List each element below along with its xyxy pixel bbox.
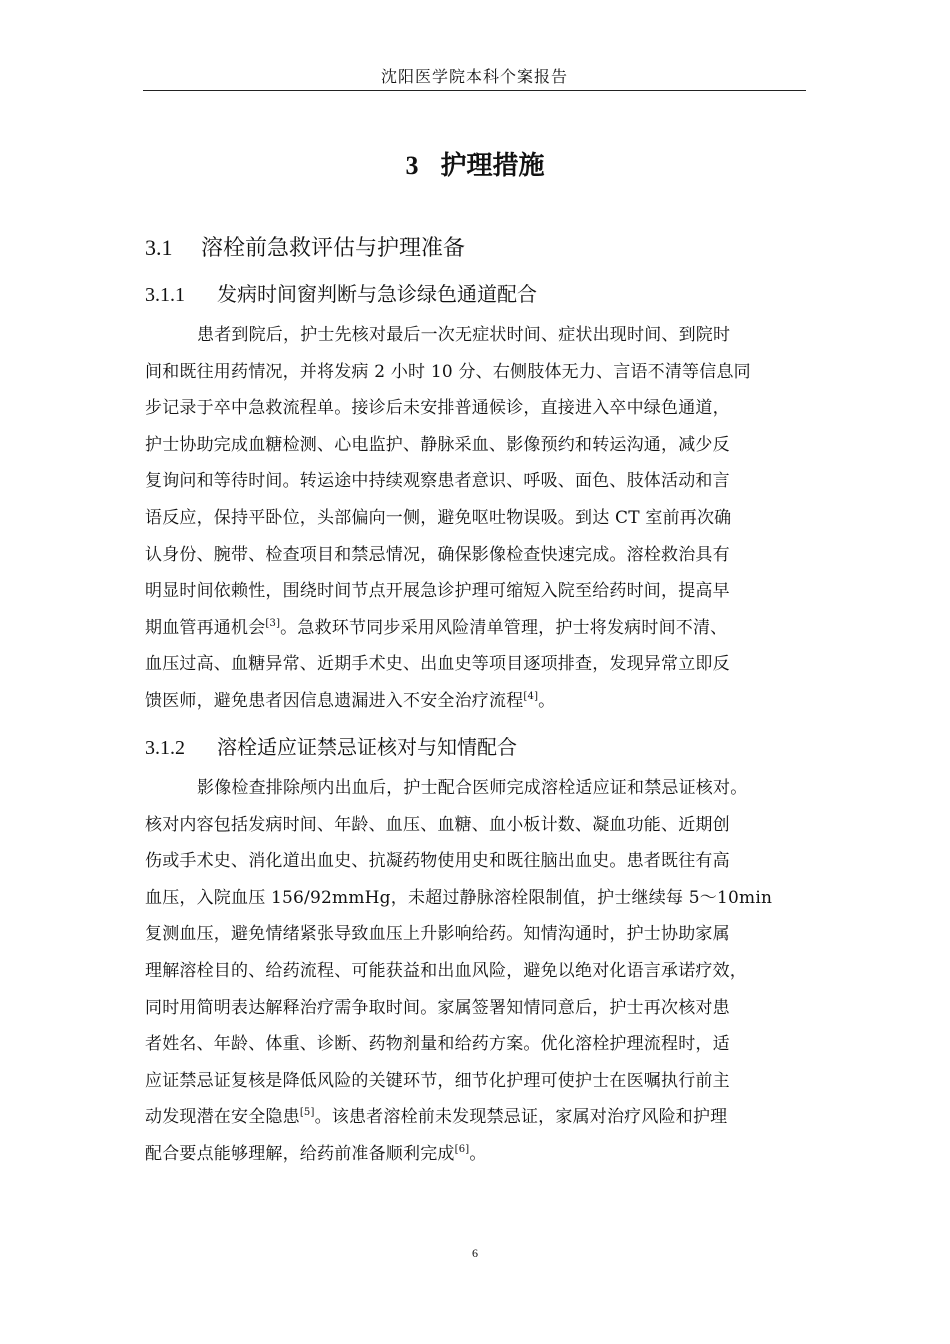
text-line (145, 683, 810, 720)
text-fragment: 期血管再通机会 (145, 617, 266, 638)
text-line: 患者到院后，护士先核对最后一次无症状时间、症状出现时间、到院时 (197, 325, 731, 345)
text-line: 步记录于卒中急救流程单。接诊后未安排普通候诊，直接进入卒中绿色通道， (145, 398, 730, 419)
text-line: 血压过高、血糖异常、近期手术史、出血史等项目逐项排查，发现异常立即反 (145, 654, 730, 675)
text-line (145, 1136, 810, 1173)
paragraph-3-1-2 (145, 770, 810, 1173)
citation-ref: [3] (265, 617, 281, 629)
text-fragment: 配合要点能够理解，给药前准备顺利完成 (145, 1143, 455, 1164)
text-line: 复测血压，避免情绪紧张导致血压上升影响给药。知情沟通时，护士协助家属 (145, 924, 730, 945)
text-fragment: 。 (538, 690, 556, 711)
text-line (145, 610, 810, 647)
subsection-heading-3-1-2 (145, 731, 517, 764)
text-line: 同时用简明表达解释治疗需争取时间。家属签署知情同意后，护士再次核对患 (145, 997, 730, 1018)
page-number: 6 (472, 1246, 478, 1260)
citation-ref: [6] (454, 1143, 470, 1155)
section-number: 3.1 (145, 235, 173, 260)
chapter-title: 护理措施 (440, 151, 545, 181)
subsection-title: 溶栓适应证禁忌证核对与知情配合 (217, 735, 517, 759)
subsection-number: 3.1.2 (145, 737, 185, 759)
text-fragment: 动发现潜在安全隐患 (145, 1107, 300, 1128)
text-line: 明显时间依赖性，围绕时间节点开展急诊护理可缩短入院至给药时间，提高早 (145, 581, 730, 602)
text-line: 认身份、腕带、检查项目和禁忌情况，确保影像检查快速完成。溶栓救治具有 (145, 544, 730, 565)
text-line: 核对内容包括发病时间、年龄、血压、血糖、血小板计数、凝血功能、近期创 (145, 814, 730, 835)
citation-ref: [5] (299, 1107, 315, 1119)
section-heading (145, 232, 465, 265)
text-fragment: 。 (469, 1143, 487, 1164)
chapter-number: 3 (405, 151, 419, 180)
text-line: 护士协助完成血糖检测、心电监护、静脉采血、影像预约和转运沟通，减少反 (145, 434, 730, 455)
text-fragment: 。急救环节同步采用风险清单管理，护士将发病时间不清、 (280, 617, 728, 638)
subsection-title: 发病时间窗判断与急诊绿色通道配合 (217, 282, 537, 306)
subsection-number: 3.1.1 (145, 284, 185, 306)
text-line: 理解溶栓目的、给药流程、可能获益和出血风险，避免以绝对化语言承诺疗效， (145, 960, 747, 981)
text-line: 血压，入院血压 156/92mmHg，未超过静脉溶栓限制值，护士继续每 5～10min (145, 887, 773, 908)
subsection-heading-3-1-1 (145, 278, 537, 311)
text-line: 间和既往用药情况，并将发病 2 小时 10 分、右侧肢体无力、言语不清等信息同 (145, 361, 751, 382)
text-fragment: 。该患者溶栓前未发现禁忌证，家属对治疗风险和护理 (314, 1107, 728, 1128)
text-line: 应证禁忌证复核是降低风险的关键环节，细节化护理可使护士在医嘱执行前主 (145, 1070, 730, 1091)
text-line: 伤或手术史、消化道出血史、抗凝药物使用史和既往脑出血史。患者既往有高 (145, 851, 730, 872)
paragraph-3-1-1 (145, 317, 810, 720)
text-fragment: 馈医师，避免患者因信息遗漏进入不安全治疗流程 (145, 690, 524, 711)
citation-ref: [4] (523, 690, 539, 702)
running-header: 沈阳医学院本科个案报告 (143, 64, 806, 91)
section-title: 溶栓前急救评估与护理准备 (201, 236, 466, 261)
text-line: 复询问和等待时间。转运途中持续观察患者意识、呼吸、面色、肢体活动和言 (145, 471, 730, 492)
text-line: 影像检查排除颅内出血后，护士配合医师完成溶栓适应证和禁忌证核对。 (197, 778, 748, 798)
chapter-heading (0, 146, 950, 186)
text-line (145, 1099, 810, 1136)
text-line: 者姓名、年龄、体重、诊断、药物剂量和给药方案。优化溶栓护理流程时，适 (145, 1034, 730, 1055)
text-line: 语反应，保持平卧位，头部偏向一侧，避免呕吐物误吸。到达 CT 室前再次确 (145, 507, 732, 528)
